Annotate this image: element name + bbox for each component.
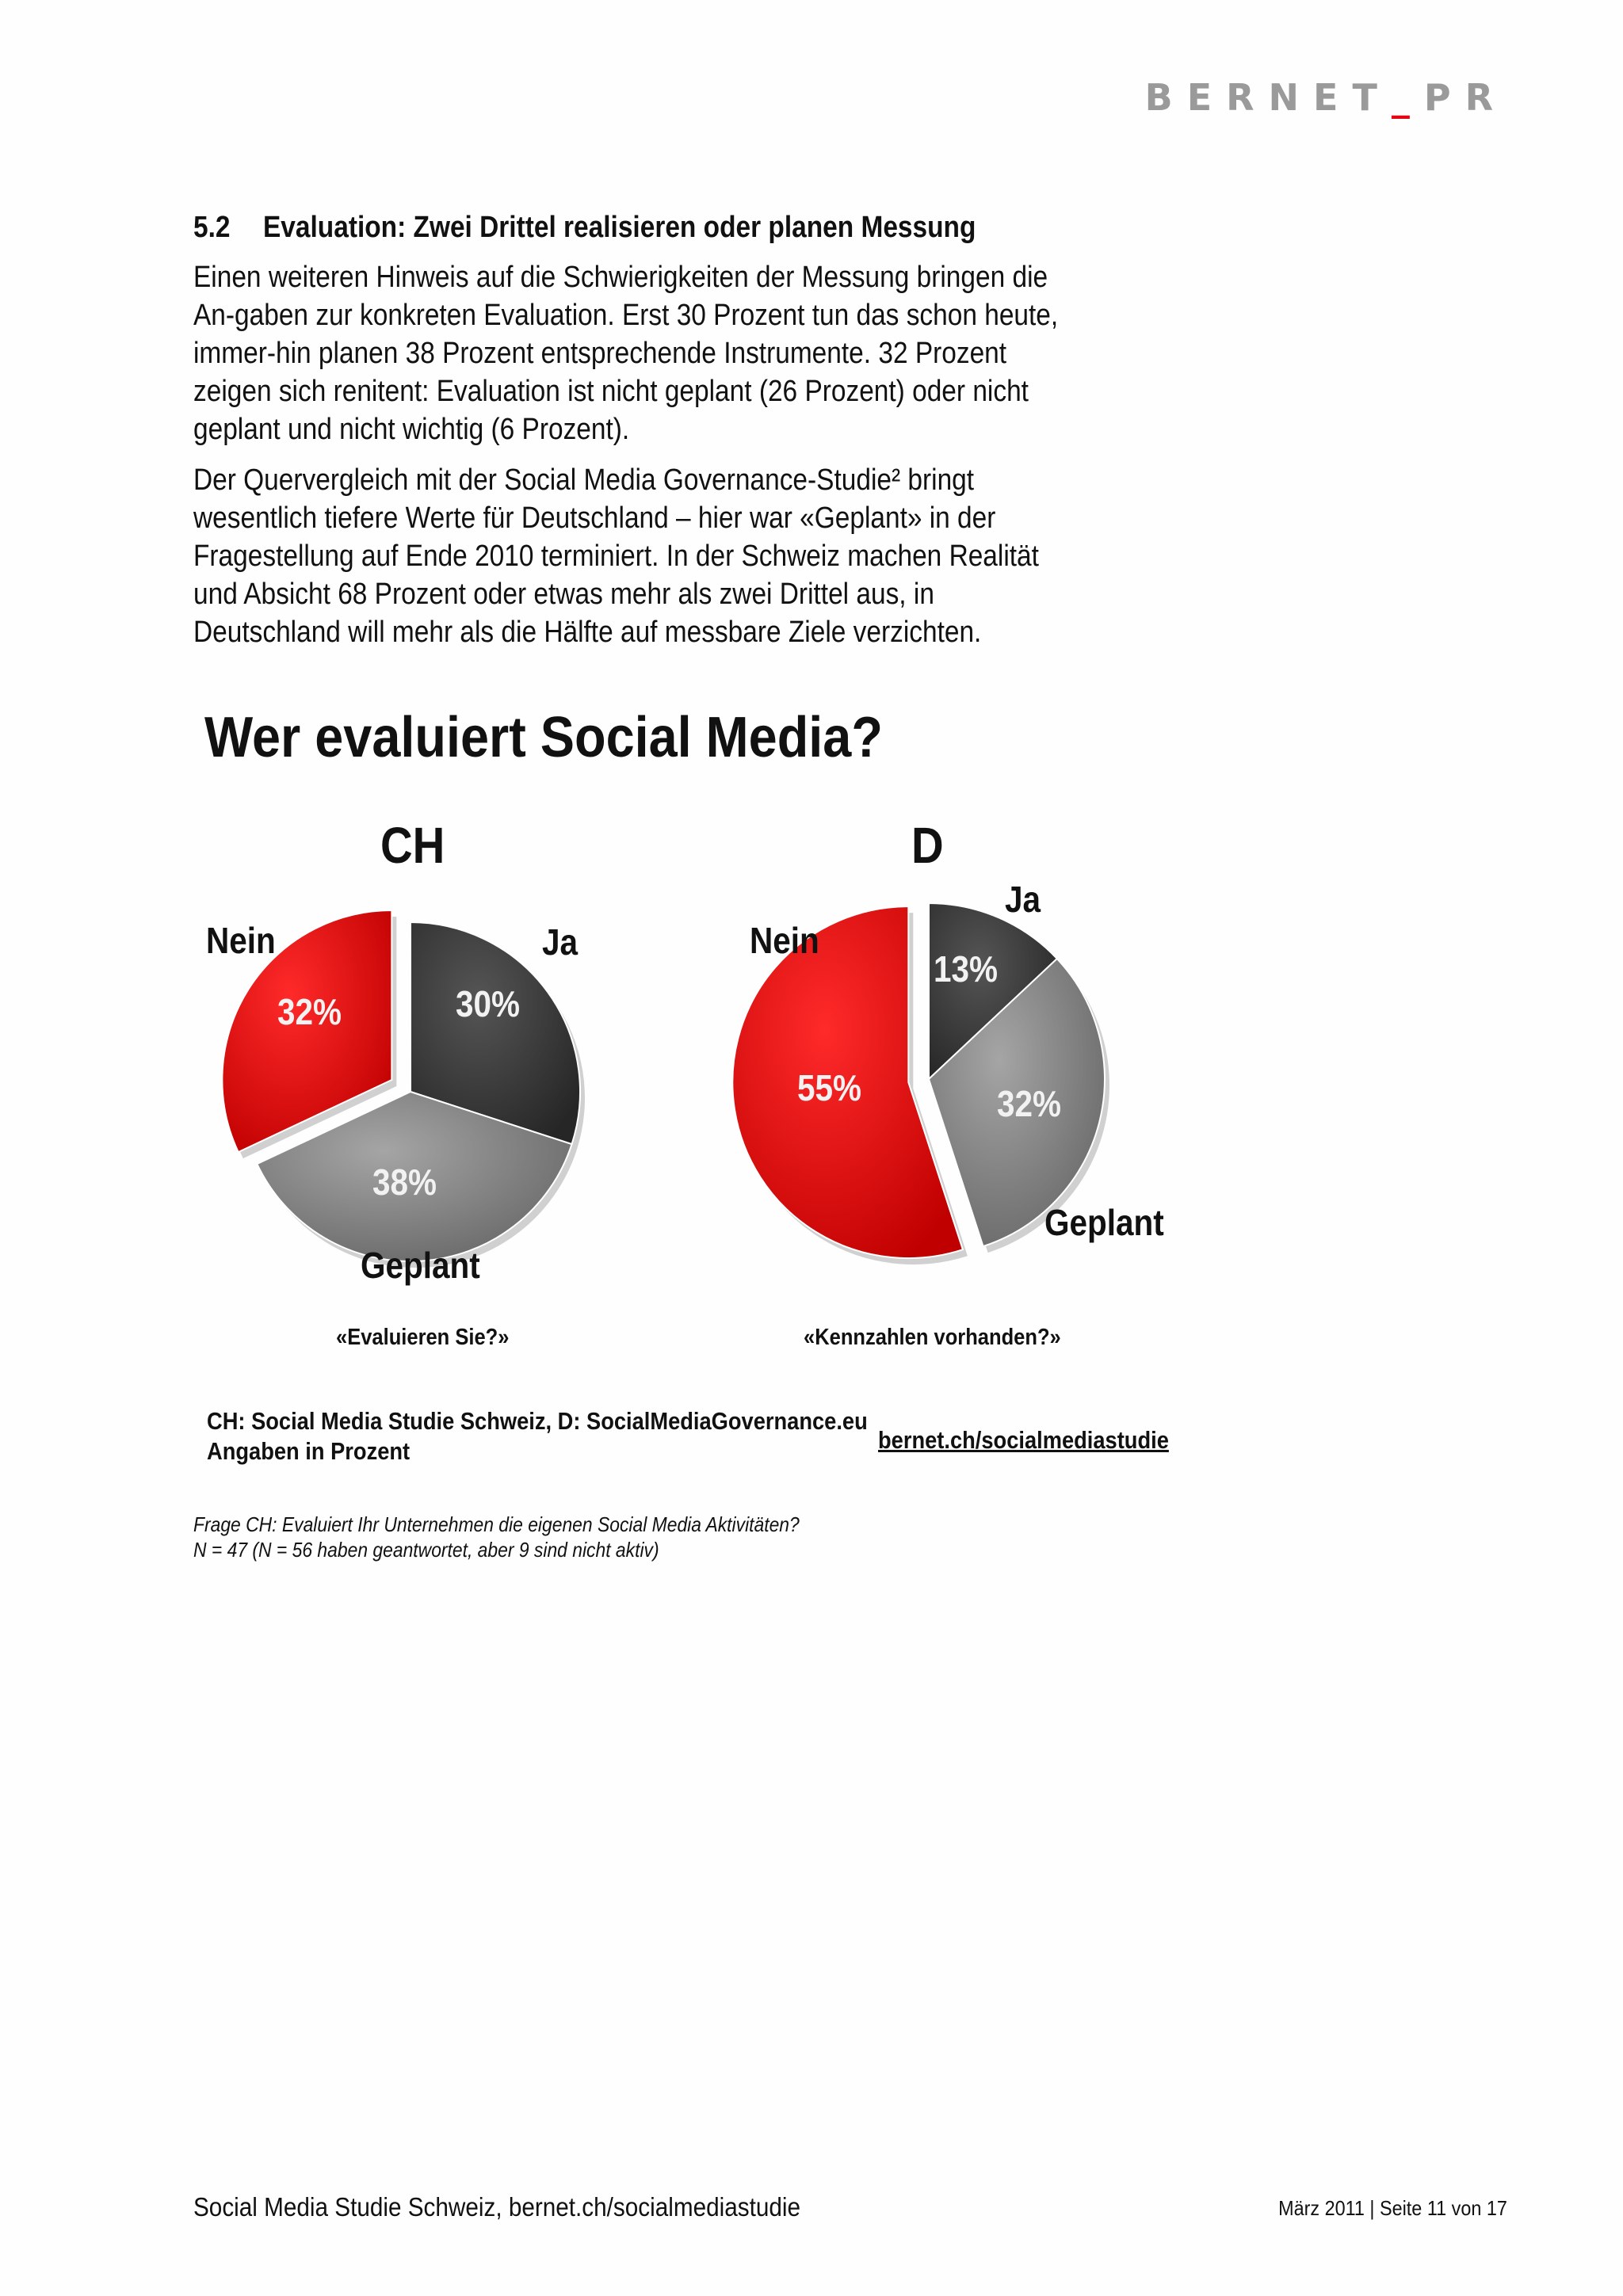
pie-ch-title: CH xyxy=(380,817,445,874)
pie-ch-label-ja: Ja xyxy=(542,921,579,963)
logo-underscore: _ xyxy=(1391,76,1424,119)
paragraph-1-text: Einen weiteren Hinweis auf die Schwierigkeiten der Messung bringen die An-gaben zur konkreten Evaluation. Erst 30 Prozent tun das schon heute, immer-hin planen 38 Prozent entsprechende Instrumente. 32 Prozent zeigen sich renitent: Evaluation ist nicht geplant (26 Prozent) oder nicht geplant und nicht wichtig (6 Prozent). xyxy=(193,261,1059,446)
footer-right: März 2011 | Seite 11 von 17 xyxy=(1278,2196,1507,2220)
pie-ch-label-geplant: Geplant xyxy=(361,1245,480,1286)
section-number: 5.2 xyxy=(193,211,231,244)
section-title: Evaluation: Zwei Drittel realisieren oder planen Messung xyxy=(263,211,976,244)
chart-source-line1: CH: Social Media Studie Schweiz, D: SocialMediaGovernance.eu xyxy=(207,1407,868,1435)
footer-left: Social Media Studie Schweiz, bernet.ch/socialmediastudie xyxy=(193,2192,801,2222)
logo-main: BERNET xyxy=(1144,76,1392,119)
chart-source-line2: Angaben in Prozent xyxy=(207,1437,411,1465)
study-link[interactable]: bernet.ch/socialmediastudie xyxy=(878,1426,1169,1454)
pie-d-value-nein: 55% xyxy=(797,1067,862,1108)
paragraph-2-text: Der Quervergleich mit der Social Media Governance-Studie² bringt wesentlich tiefere Werte für Deutschland – hier war «Geplant» in der Fragestellung auf Ende 2010 terminiert. In der Schweiz machen Realität und Absicht 68 Prozent oder etwas mehr als zwei Drittel aus, in Deutschland will mehr als die Hälfte auf messbare Ziele verzichten. xyxy=(193,463,1039,649)
pie-d-label-ja: Ja xyxy=(1005,879,1041,920)
pie-d-label-nein: Nein xyxy=(750,920,819,961)
pie-d-value-ja: 13% xyxy=(934,948,999,990)
pie-ch-value-geplant: 38% xyxy=(372,1161,437,1203)
chart-heading: Wer evaluiert Social Media? xyxy=(204,706,883,769)
pie-d-title: D xyxy=(911,817,944,874)
pie-ch-question: «Evaluieren Sie?» xyxy=(336,1325,510,1350)
chart-source xyxy=(207,1406,868,1466)
pie-ch-value-ja: 30% xyxy=(456,983,521,1024)
pie-ch-label-nein: Nein xyxy=(206,920,276,961)
note-line2: N = 47 (N = 56 haben geantwortet, aber 9 sind nicht aktiv) xyxy=(193,1538,659,1562)
pie-ch-value-nein: 32% xyxy=(277,991,342,1032)
pie-d-value-geplant: 32% xyxy=(997,1083,1062,1124)
pie-d-label-geplant: Geplant xyxy=(1044,1202,1164,1243)
question-note xyxy=(193,1512,800,1562)
logo-end: PR xyxy=(1423,76,1507,119)
note-line1: Frage CH: Evaluiert Ihr Unternehmen die eigenen Social Media Aktivitäten? xyxy=(193,1512,800,1536)
pie-d-question: «Kennzahlen vorhanden?» xyxy=(804,1325,1061,1350)
